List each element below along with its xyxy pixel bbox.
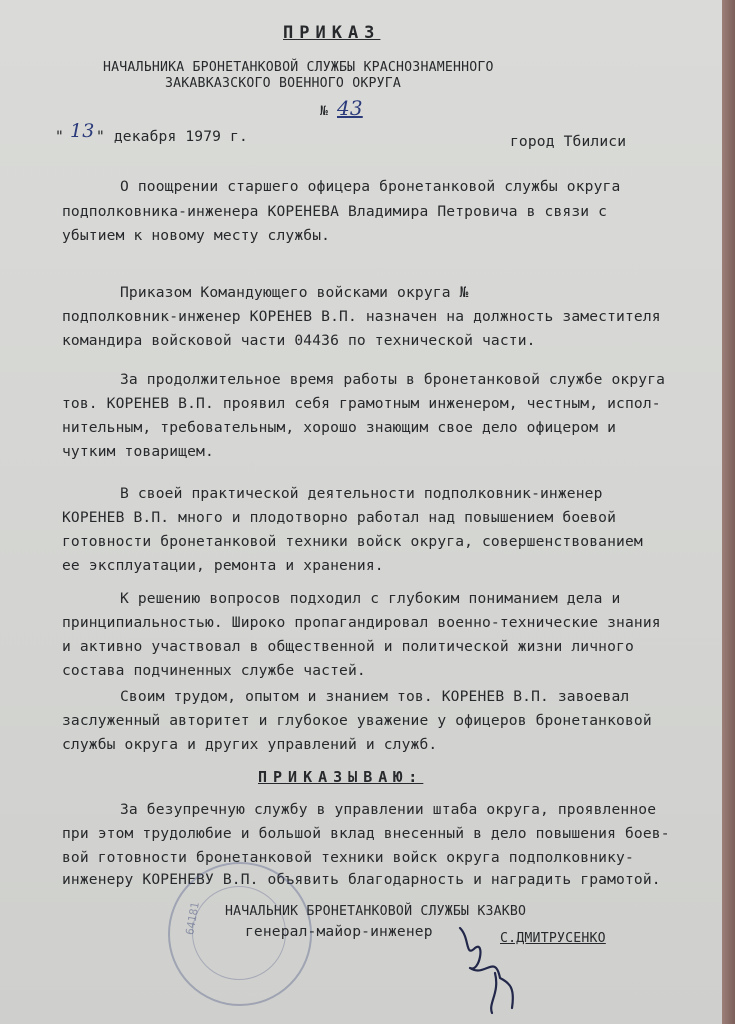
paragraph-line: службы округа и других управлений и служб. [62,736,438,753]
subject-line: подполковника-инженера КОРЕНЕВА Владимира Петровича в связи с [62,203,608,220]
stamp-number: 64181 [183,901,202,936]
paragraph-line: готовности бронетанковой техники войск округа, совершенствованием [62,533,643,550]
paragraph-line: командира войсковой части 04436 по технической части. [62,332,536,349]
subject-line: О поощрении старшего офицера бронетанковой службы округа [120,178,621,195]
date-quote-open: " [55,128,64,145]
paragraph-line: Своим трудом, опытом и знанием тов. КОРЕНЕВ В.П. завоевал [120,688,630,705]
order-line: За безупречную службу в управлении штаба округа, проявленное [120,801,657,818]
paragraph-line: и активно участвовал в общественной и политической жизни личного [62,638,634,655]
order-heading: ПРИКАЗЫВАЮ: [258,768,424,786]
subject-line: убытием к новому месту службы. [62,227,331,244]
handwritten-signature [440,918,530,1018]
paragraph-line: К решению вопросов подходил с глубоким пониманием дела и [120,590,621,607]
document-title: ПРИКАЗ [283,23,381,43]
paragraph-line: ее эксплуатации, ремонта и хранения. [62,557,384,574]
paragraph-line: За продолжительное время работы в бронетанковой службе округа [120,371,666,388]
signature-name: С.ДМИТРУСЕНКО [500,931,606,946]
date-day: 13 [70,120,95,142]
paragraph-line: чутким товарищем. [62,443,214,460]
signature-rank: генерал-майор-инженер [245,923,433,940]
paragraph-line: заслуженный авторитет и глубокое уважение у офицеров бронетанковой [62,712,652,729]
date-text: " декабря 1979 г. [96,128,248,145]
issuer-line-1: НАЧАЛЬНИКА БРОНЕТАНКОВОЙ СЛУЖБЫ КРАСНОЗНАМЕННОГО [103,60,494,75]
paragraph-line: Приказом Командующего войсками округа № [120,284,469,301]
paragraph-line: принципиальностью. Широко пропагандировал военно-технические знания [62,614,661,631]
desk-edge [722,0,735,1024]
paragraph-line: В своей практической деятельности подполковник-инженер [120,485,603,502]
order-line: при этом трудолюбие и большой вклад внесенный в дело повышения боев- [62,825,670,842]
paragraph-line: нительным, требовательным, хорошо знающим свое дело офицером и [62,419,617,436]
paragraph-line: подполковник-инженер КОРЕНЕВ В.П. назначен на должность заместителя [62,308,661,325]
paragraph-line: состава подчиненных службе частей. [62,662,366,679]
paragraph-line: КОРЕНЕВ В.П. много и плодотворно работал над повышением боевой [62,509,617,526]
order-line: инженеру КОРЕНЕВУ В.П. объявить благодарность и наградить грамотой. [62,871,661,888]
paragraph-line: тов. КОРЕНЕВ В.П. проявил себя грамотным инженером, честным, испол- [62,395,661,412]
signature-title: НАЧАЛЬНИК БРОНЕТАНКОВОЙ СЛУЖБЫ КЗАКВО [225,904,527,919]
order-number-prefix: № [320,104,328,119]
city: город Тбилиси [510,133,627,150]
issuer-line-2: ЗАКАВКАЗСКОГО ВОЕННОГО ОКРУГА [165,76,402,91]
order-line: вой готовности бронетанковой техники войск округа подполковнику- [62,849,634,866]
order-number: 43 [337,96,363,120]
